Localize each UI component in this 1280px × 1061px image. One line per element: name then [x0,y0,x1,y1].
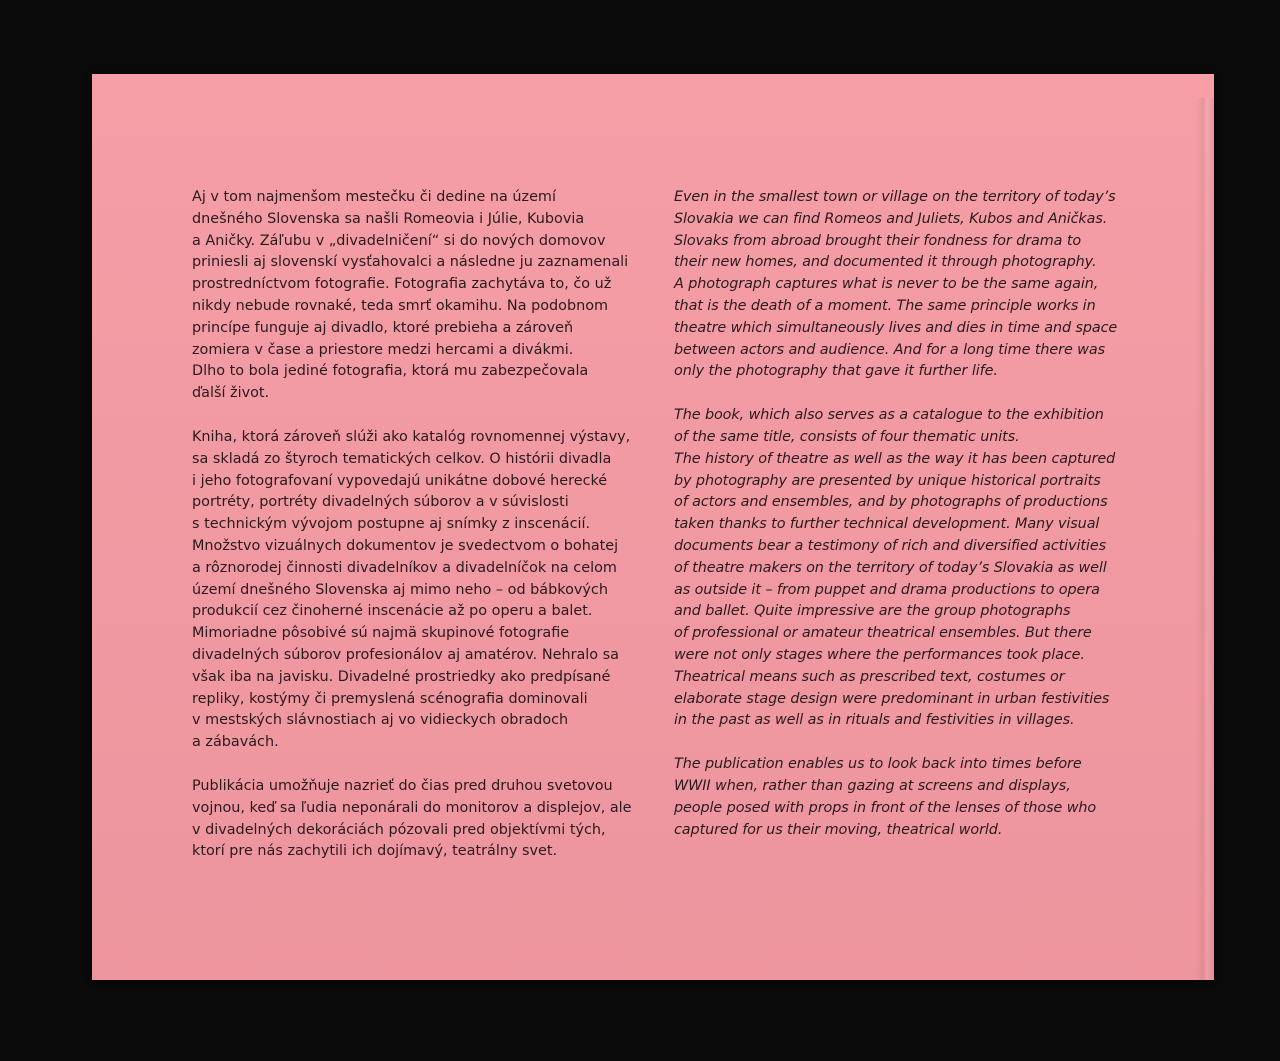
text-line: The history of theatre as well as the way it has been captured [674,450,1116,467]
text-line: produkcií cez činoherné inscenácie až po operu a balet. [192,603,593,620]
text-line: of actors and ensembles, and by photographs of productions [674,494,1108,511]
text-line: ktorí pre nás zachytili ich dojímavý, teatrálny svet. [192,843,558,860]
text-line: prostredníctvom fotografie. Fotografia zachytáva to, čo už [192,276,612,293]
english-text-column [674,187,1117,863]
text-line: Mimoriadne pôsobivé sú najmä skupinové fotografie [192,625,570,642]
text-line: A photograph captures what is never to be the same again, [674,276,1099,293]
text-line: repliky, kostýmy či premyslená scénografia dominovali [192,690,588,707]
text-line: taken thanks to further technical development. Many visual [674,516,1100,533]
text-line: Publikácia umožňuje nazrieť do čias pred druhou svetovou [192,777,613,794]
text-line: a zábavách. [192,734,279,751]
text-line: Aj v tom najmenšom mestečku či dedine na území [192,189,556,205]
text-line: Even in the smallest town or village on the territory of today’s [674,189,1116,205]
text-line: theatre which simultaneously lives and dies in time and space [674,319,1118,336]
text-line: WWII when, rather than gazing at screens and displays, [674,777,1071,794]
text-line: v divadelných dekoráciách pózovali pred objektívmi tých, [192,821,606,838]
text-line: that is the death of a moment. The same principle works in [674,297,1096,314]
text-line: Kniha, ktorá zároveň slúži ako katalóg rovnomennej výstavy, [192,428,631,445]
text-line: their new homes, and documented it through photography. [674,254,1097,271]
text-line: between actors and audience. And for a long time there was [674,341,1105,358]
text-line: The book, which also serves as a catalogue to the exhibition [674,407,1104,424]
text-line: a rôznorodej činnosti divadelníkov a divadelníčok na celom [192,559,617,576]
text-line: Slovakia we can find Romeos and Juliets, Kubos and Aničkas. [674,210,1108,227]
text-line: Dlho to bola jediné fotografia, ktorá mu zabezpečovala [192,363,589,380]
text-line: vojnou, keď sa ľudia neponárali do monitorov a displejov, ale [192,799,632,816]
text-line: Slovaks from abroad brought their fondness for drama to [674,232,1082,249]
text-line: captured for us their moving, theatrical world. [674,821,1003,838]
text-line: were not only stages where the performances took place. [674,646,1085,663]
text-line: dnešného Slovenska sa našli Romeovia i Júlie, Kubovia [192,210,585,227]
text-line: v mestských slávnostiach aj vo vidieckych obradoch [192,712,569,729]
text-line: i jeho fotografovaní vypovedajú unikátne dobové herecké [192,472,608,489]
text-line: ďalší život. [192,385,270,402]
text-line: by photography are presented by unique historical portraits [674,472,1101,489]
text-line: people posed with props in front of the lenses of those who [674,799,1097,816]
english-paragraph-3 [674,754,1117,841]
text-line: a Aničky. Záľubu v „divadelničení“ si do nových domovov [192,232,606,249]
text-line: sa skladá zo štyroch tematických celkov. O histórii divadla [192,450,612,467]
text-line: only the photography that gave it further life. [674,363,998,380]
text-line: priniesli aj slovenskí vysťahovalci a následne ju zaznamenali [192,254,629,271]
text-line: zomiera v čase a priestore medzi hercami a divákmi. [192,341,574,358]
text-line: však iba na javisku. Divadelné prostriedky ako predpísané [192,668,611,685]
text-line: divadelných súborov profesionálov aj amatérov. Nehralo sa [192,646,620,663]
text-line: s technickým vývojom postupne aj snímky z inscenácií. [192,516,591,533]
text-line: documents bear a testimony of rich and diversified activities [674,537,1106,554]
text-line: elaborate stage design were predominant in urban festivities [674,690,1110,707]
english-paragraph-2 [674,405,1117,732]
text-line: princípe funguje aj divadlo, ktoré prebieha a zároveň [192,319,574,336]
text-line: území dnešného Slovenska aj mimo neho – od bábkových [192,581,608,598]
text-line: Množstvo vizuálnych dokumentov je svedectvom o bohatej [192,537,619,554]
text-line: of theatre makers on the territory of today’s Slovakia as well [674,559,1107,576]
text-line: portréty, portréty divadelných súborov a v súvislosti [192,494,569,511]
slovak-text-column [192,187,632,885]
slovak-paragraph-1 [192,187,632,405]
text-line: in the past as well as in rituals and festivities in villages. [674,712,1075,729]
text-line: of professional or amateur theatrical ensembles. But there [674,625,1092,642]
slovak-paragraph-3 [192,776,632,863]
text-line: of the same title, consists of four thematic units. [674,428,1020,445]
text-line: and ballet. Quite impressive are the group photographs [674,603,1071,620]
book-back-cover [92,74,1214,980]
english-paragraph-1 [674,187,1117,383]
text-line: Theatrical means such as prescribed text, costumes or [674,668,1065,685]
text-line: nikdy nebude rovnaké, teda smrť okamihu. Na podobnom [192,297,609,314]
text-line: as outside it – from puppet and drama productions to opera [674,581,1100,598]
text-line: The publication enables us to look back into times before [674,756,1082,773]
book-spine-edge [1196,98,1214,980]
slovak-paragraph-2 [192,427,632,754]
